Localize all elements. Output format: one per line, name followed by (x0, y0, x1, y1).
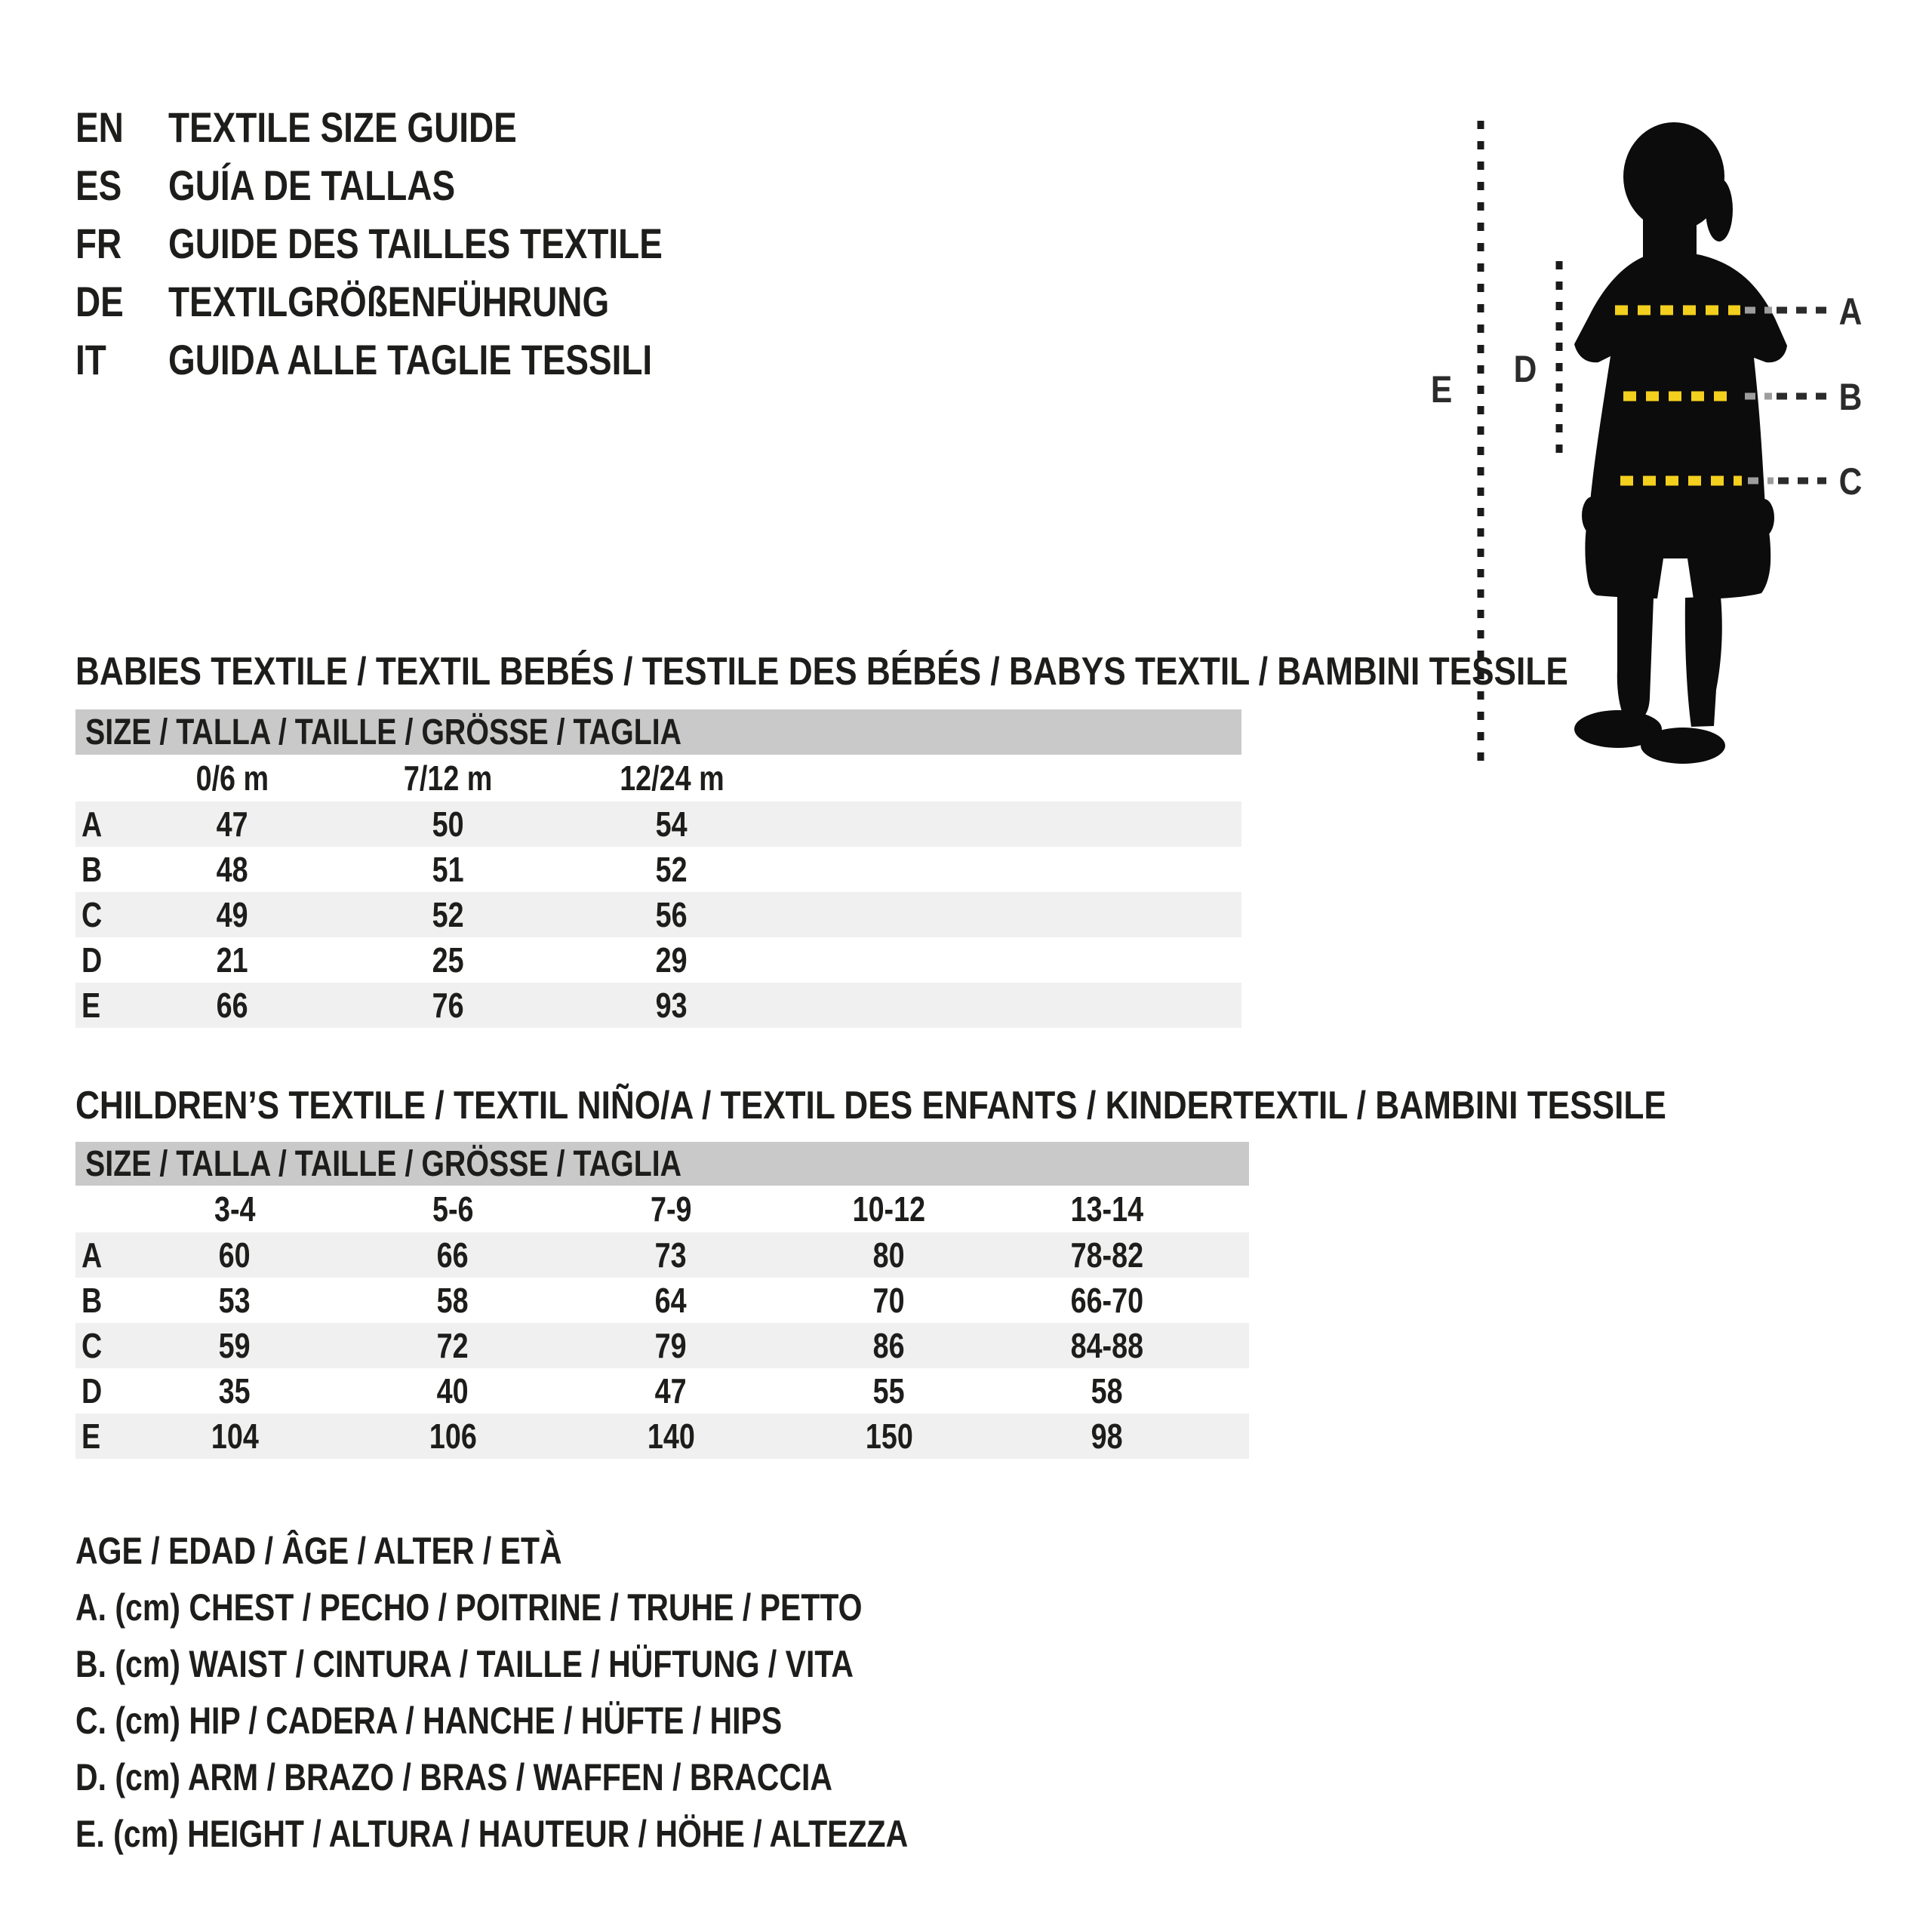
table-cell: 52 (656, 850, 688, 889)
table-cell: 140 (647, 1417, 695, 1456)
language-title: TEXTILE SIZE GUIDE (168, 103, 517, 151)
language-row-de (75, 273, 609, 329)
table-cell: 84-88 (1070, 1326, 1144, 1365)
table-cell: 106 (429, 1417, 477, 1456)
table-cell: 40 (437, 1371, 469, 1411)
marker-label-D: D (1513, 348, 1537, 390)
table-cell: 55 (873, 1371, 905, 1411)
row-letter: E (82, 986, 101, 1025)
table-row (75, 1278, 1249, 1323)
table-row (75, 1232, 1249, 1278)
children-title: CHILDREN’S TEXTILE / TEXTIL NIÑO/A / TEXTIL DES ENFANTS / KINDERTEXTIL / BAMBINI TESSILE (75, 1084, 1666, 1128)
column-header: 10-12 (852, 1189, 926, 1229)
table-cell: 47 (655, 1371, 687, 1411)
table-cell: 80 (873, 1235, 905, 1275)
babies-title: BABIES TEXTILE / TEXTIL BEBÉS / TESTILE DES BÉBÉS / BABYS TEXTIL / BAMBINI TESSILE (75, 650, 1568, 694)
language-title: GUÍA DE TALLAS (168, 161, 456, 209)
table-cell: 64 (655, 1281, 687, 1320)
table-row (75, 1368, 1249, 1414)
language-row-en (75, 99, 517, 155)
language-title: TEXTILGRÖßENFÜHRUNG (168, 277, 610, 325)
legend-arm-line: D. (cm) ARM / BRAZO / BRAS / WAFFEN / BRACCIA (75, 1756, 832, 1798)
table-cell: 60 (219, 1235, 251, 1275)
table-cell: 66-70 (1070, 1281, 1144, 1320)
language-row-fr (75, 215, 663, 271)
legend-age-line: AGE / EDAD / ÂGE / ALTER / ETÀ (75, 1530, 562, 1572)
marker-label-A: A (1838, 291, 1863, 333)
table-cell: 150 (865, 1417, 913, 1456)
table-cell: 72 (437, 1326, 469, 1365)
row-letter: A (82, 1235, 103, 1275)
language-row-es (75, 157, 455, 213)
table-cell: 58 (1091, 1371, 1123, 1411)
table-cell: 56 (656, 895, 688, 934)
column-header: 0/6 m (195, 758, 269, 798)
table-cell: 25 (432, 940, 464, 980)
table-cell: 54 (656, 804, 688, 844)
babies-column-headers (75, 755, 1241, 801)
children-column-headers (75, 1186, 1249, 1232)
row-letter: A (82, 804, 103, 844)
row-letter: E (82, 1417, 101, 1456)
table-cell: 58 (437, 1281, 469, 1320)
table-cell: 47 (217, 804, 248, 844)
marker-label-B: B (1838, 376, 1863, 418)
children-size-header-band: SIZE / TALLA / TAILLE / GRÖSSE / TAGLIA (75, 1142, 1249, 1186)
column-header: 12/24 m (619, 758, 724, 798)
table-cell: 76 (432, 986, 464, 1025)
table-cell: 70 (873, 1281, 905, 1320)
table-row (75, 847, 1241, 892)
row-letter: B (82, 1281, 103, 1320)
column-header: 5-6 (432, 1189, 474, 1229)
row-letter: D (82, 940, 103, 980)
table-row (75, 801, 1241, 847)
table-row (75, 1414, 1249, 1459)
language-row-it (75, 331, 652, 387)
column-header: 7/12 m (404, 758, 493, 798)
table-cell: 66 (437, 1235, 469, 1275)
table-cell: 51 (432, 850, 464, 889)
table-cell: 52 (432, 895, 464, 934)
table-cell: 21 (217, 940, 248, 980)
column-header: 13-14 (1070, 1189, 1144, 1229)
table-cell: 53 (219, 1281, 251, 1320)
language-code: ES (75, 161, 122, 209)
legend-hip-line: C. (cm) HIP / CADERA / HANCHE / HÜFTE / HIPS (75, 1700, 783, 1742)
table-row (75, 1323, 1249, 1368)
table-row (75, 983, 1241, 1028)
table-cell: 48 (217, 850, 248, 889)
column-header: 7-9 (650, 1189, 692, 1229)
table-cell: 98 (1091, 1417, 1123, 1456)
column-header: 3-4 (214, 1189, 256, 1229)
babies-size-header-band: SIZE / TALLA / TAILLE / GRÖSSE / TAGLIA (75, 709, 1241, 755)
table-cell: 86 (873, 1326, 905, 1365)
table-row (75, 937, 1241, 983)
table-cell: 78-82 (1070, 1235, 1144, 1275)
legend-height-line: E. (cm) HEIGHT / ALTURA / HAUTEUR / HÖHE / ALTEZZA (75, 1813, 909, 1855)
table-cell: 49 (217, 895, 248, 934)
marker-label-C: C (1838, 460, 1863, 503)
language-title: GUIDE DES TAILLES TEXTILE (168, 219, 663, 267)
legend-chest-line: A. (cm) CHEST / PECHO / POITRINE / TRUHE / PETTO (75, 1586, 863, 1629)
table-cell: 59 (219, 1326, 251, 1365)
row-letter: C (82, 895, 103, 934)
table-cell: 104 (211, 1417, 259, 1456)
table-cell: 93 (656, 986, 688, 1025)
language-code: DE (75, 277, 124, 325)
language-code: EN (75, 103, 124, 151)
table-cell: 73 (655, 1235, 687, 1275)
language-title: GUIDA ALLE TAGLIE TESSILI (168, 335, 653, 383)
table-cell: 79 (655, 1326, 687, 1365)
table-cell: 35 (219, 1371, 251, 1411)
marker-label-E: E (1430, 368, 1453, 411)
row-letter: B (82, 850, 103, 889)
table-cell: 50 (432, 804, 464, 844)
table-cell: 29 (656, 940, 688, 980)
table-cell: 66 (217, 986, 248, 1025)
child-silhouette-figure (1419, 60, 1932, 845)
legend-waist-line: B. (cm) WAIST / CINTURA / TAILLE / HÜFTUNG / VITA (75, 1643, 854, 1685)
table-row (75, 892, 1241, 937)
row-letter: C (82, 1326, 103, 1365)
language-code: IT (75, 335, 106, 383)
row-letter: D (82, 1371, 103, 1411)
language-code: FR (75, 219, 122, 267)
